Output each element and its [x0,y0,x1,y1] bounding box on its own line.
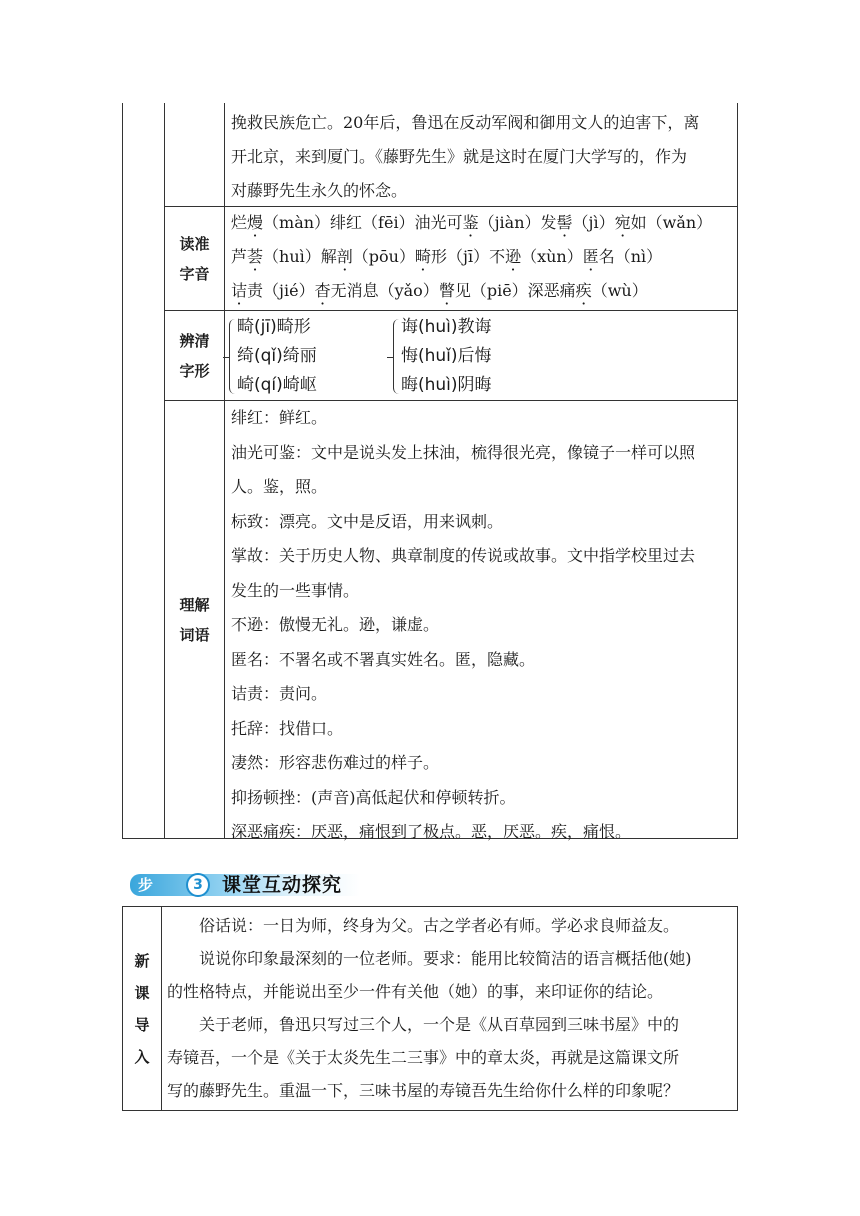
vocab-line: 人。鉴，照。 [231,477,328,496]
intro-text [231,106,731,208]
shape-item: 崎(qí)崎岖 [237,375,317,395]
step-title: 课堂互动探究 [222,874,343,896]
vocab-label-line: 理解 [179,596,210,614]
paragraph-line: 写的藤野先生。重温一下，三味书屋的寿镜吾先生给你什么样的印象呢？ [167,1081,680,1100]
text: 芦 [231,247,248,266]
new-lesson-label-char: 入 [134,1047,150,1066]
paragraph-line: 说说你印象最深刻的一位老师。要求：能用比较简洁的语言概括他(她) [199,949,692,968]
step-label: 步骤 [138,876,154,914]
vocab-line: 凄然：形容悲伤难过的样子。 [231,753,440,772]
vocab-line: 绯红：鲜红。 [231,408,328,427]
table-left-column [123,103,165,838]
shape-item: 晦(huì)阴晦 [401,375,492,395]
vocab-row [165,401,737,839]
brace-group [227,313,387,400]
text: （jì） [572,213,615,232]
shape-item: 诲(huì)教诲 [401,317,492,337]
shape-item: 绮(qǐ)绮丽 [237,346,317,366]
dotted-char: 瞥 [438,281,455,300]
dotted-char: 髻 [556,213,573,232]
new-lesson-label-char: 课 [134,983,150,1002]
dotted-char: 畸 [414,247,431,266]
new-lesson-text [167,909,731,1107]
brace-icon [387,357,393,359]
intro-line: 开北京，来到厦门。《藤野先生》就是这时在厦门大学写的，作为 [231,147,688,166]
vocab-line: 不逊：傲慢无礼。逊，谦虚。 [231,615,440,634]
vocab-line: 诘责：责问。 [231,684,328,703]
dotted-char: 宛 [614,213,631,232]
vocab-line: 匿名：不署名或不署真实姓名。匿，隐藏。 [231,649,536,669]
new-lesson-table [122,906,738,1111]
text: 烂 [231,213,248,232]
text: （màn）绯红（fēi）油光可 [263,213,463,232]
text: 责（jié） [247,281,315,300]
shape-item: 悔(huǐ)后悔 [401,346,492,366]
intro-row [165,103,737,207]
shapes-label-line: 辨清 [179,331,210,350]
text: 名（nì） [598,247,663,266]
dotted-char: 鉴 [462,213,479,232]
pronunciation-line [231,240,731,274]
step-number-badge: 3 [186,873,210,897]
dotted-char: 疾 [575,281,592,300]
dotted-char: 匿 [582,247,599,266]
pronunciation-line [231,274,731,308]
text: （xùn） [521,247,583,266]
text: （jiàn）发 [478,213,557,232]
intro-label-cell [165,103,225,206]
paragraph-line: 寿镜吾，一个是《关于太炎先生二三事》中的章太炎，再就是这篇课文所 [167,1048,680,1067]
dotted-char: 杳 [314,281,331,300]
new-lesson-label-char: 新 [134,951,150,970]
text: （wù） [591,281,648,300]
vocab-line: 发生的一些事情。 [231,580,360,600]
new-lesson-label-char: 导 [134,1015,150,1034]
dotted-char: 剖 [336,247,353,266]
text: 见（piē）深恶痛 [454,281,576,300]
shapes-label-line: 字形 [179,361,210,380]
vocab-line: 油光可鉴：文中是说头发上抹油，梳得很光亮，像镜子一样可以照 [231,442,696,462]
shapes-row [165,311,737,401]
text: 无消息（yǎo） [330,281,439,300]
paragraph-line: 关于老师，鲁迅只写过三个人，一个是《从百草园到三味书屋》中的 [199,1015,680,1034]
vocab-text [231,401,731,850]
shapes-label [165,311,225,400]
vocab-label [165,401,225,839]
shape-item: 畸(jī)畸形 [237,317,311,337]
text: （pōu） [352,247,415,266]
vocab-line: 深恶痛疾：厌恶，痛恨到了极点。恶，厌恶。疾，痛恨。 [231,822,632,841]
vocab-line: 抑扬顿挫：(声音)高低起伏和停顿转折。 [231,787,516,807]
vocabulary-table [122,103,738,839]
vocab-label-line: 词语 [179,626,210,644]
shapes-content [227,313,731,400]
pronunciation-label [165,207,225,310]
brace-icon [223,357,229,359]
pronunciation-label-line: 读准 [179,234,210,253]
dotted-char: 诘 [231,281,248,300]
dotted-char: 荟 [247,247,264,266]
text: 形（jī）不 [430,247,506,266]
pronunciation-text [231,206,731,308]
paragraph-line: 俗话说：一日为师，终身为父。古之学者必有师。学必求良师益友。 [199,916,680,935]
intro-line: 对藤野先生永久的怀念。 [231,181,408,200]
vocab-line: 托辞：找借口。 [231,718,344,738]
dotted-char: 逊 [505,247,522,266]
brace-group [391,313,551,400]
vocab-line: 掌故：关于历史人物、典章制度的传说或故事。文中指学校里过去 [231,546,696,565]
paragraph-line: 的性格特点，并能说出至少一件有关他（她）的事，来印证你的结论。 [167,982,664,1001]
dotted-char: 熳 [247,213,264,232]
pronunciation-row [165,207,737,311]
vocab-line: 标致：漂亮。文中是反语，用来讽刺。 [231,511,504,531]
intro-line: 挽救民族危亡。20年后，鲁迅在反动军阀和御用文人的迫害下，离 [231,113,700,132]
new-lesson-label [123,907,162,1110]
pronunciation-label-line: 字音 [179,264,210,283]
text: 如（wǎn） [630,213,713,232]
pronunciation-line [231,206,731,240]
text: （huì）解 [263,247,337,266]
